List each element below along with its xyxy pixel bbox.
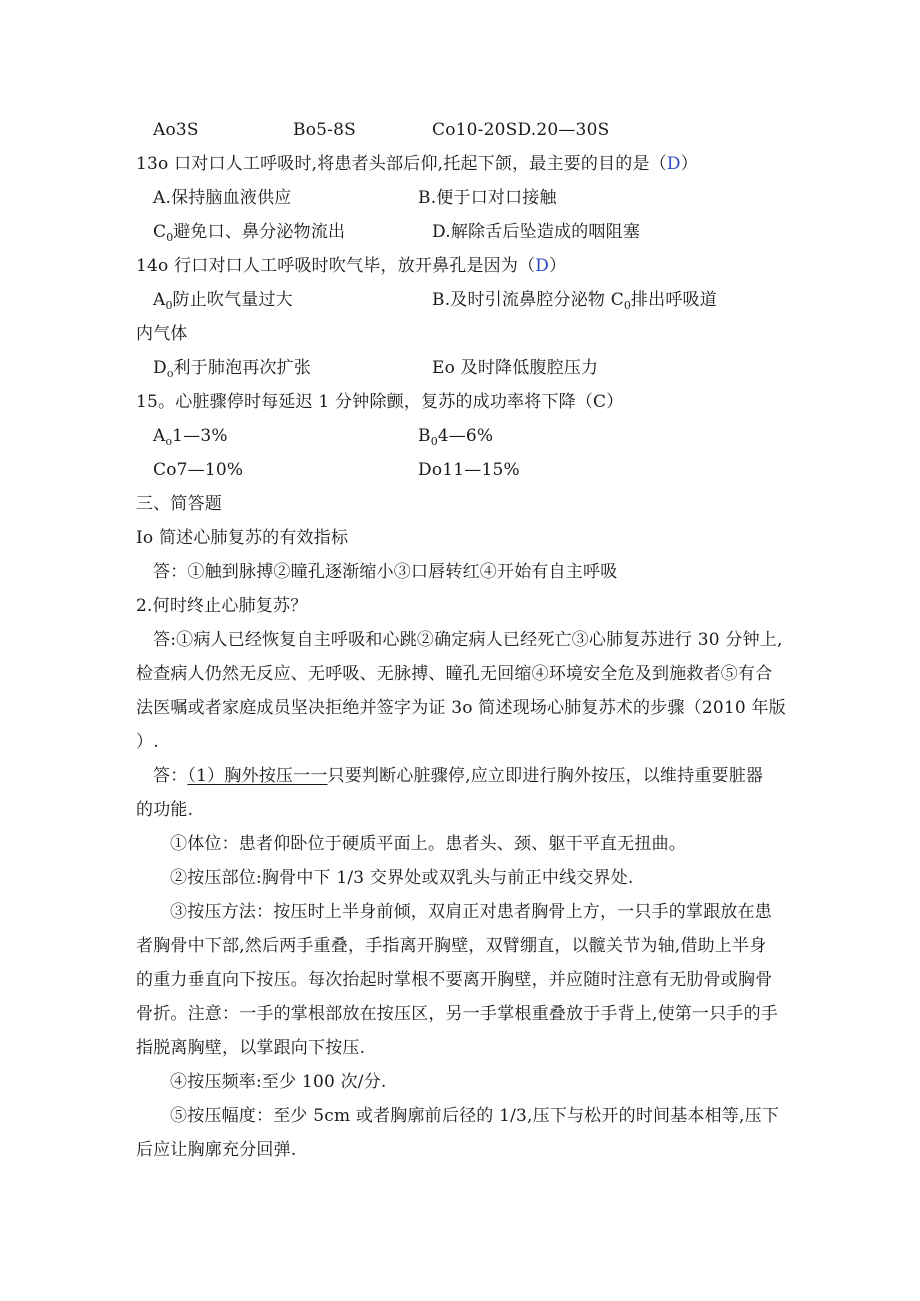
short-answer-1: 答：①触到脉搏②瞳孔逐渐缩小③口唇转红④开始有自主呼吸 [153, 562, 618, 582]
q13-stem-suffix: ） [680, 154, 698, 174]
q12-option-b: Bo5-8S [293, 120, 356, 140]
short-answer-2-line-3: 法医嘱或者家庭成员坚决拒绝并签字为证 3o 简述现场心肺复苏术的步骤（2010 年版 [136, 698, 786, 718]
q15-option-b [418, 424, 493, 454]
short-answer-2-line-1: 答:①病人已经恢复自主呼吸和心跳②确定病人已经死亡③心肺复苏进行 30 分钟上, [153, 630, 783, 650]
q14-stem [136, 254, 566, 278]
q15-option-b-text: 4—6% [437, 426, 494, 446]
q12-option-a: Ao3S [153, 120, 199, 140]
section-heading: 三、简答题 [136, 494, 222, 514]
short-answer-3-line-2: 的功能. [136, 800, 194, 820]
short-answer-3-rest: 只要判断心脏骤停,应立即进行胸外按压，以维持重要脏器 [327, 766, 764, 786]
q15-option-d: Do11—15% [418, 460, 520, 480]
q13-answer: D [666, 154, 681, 174]
q12-option-cd: Co10-20SD.20—30S [432, 120, 610, 140]
q15-option-a-letter: A [153, 426, 166, 446]
step-position: ①体位：患者仰卧位于硬质平面上。患者头、颈、躯干平直无扭曲。 [170, 834, 686, 854]
short-answer-2-line-2: 检查病人仍然无反应、无呼吸、无脉搏、瞳孔无回缩④环境安全危及到施救者⑤有合 [136, 664, 773, 684]
q13-option-c-text: 避免口、鼻分泌物流出 [173, 222, 346, 242]
q15-option-c: Co7—10% [153, 460, 244, 480]
short-answer-2-line-4: ）. [136, 732, 159, 752]
q14-option-e: Eo 及时降低腹腔压力 [432, 358, 599, 378]
q15-option-b-letter: B [418, 426, 431, 446]
q14-option-c-continuation: 内气体 [136, 324, 188, 344]
q13-stem [136, 152, 698, 176]
step-depth-line-1: ⑤按压幅度：至少 5cm 或者胸廓前后径的 1/3,压下与松开的时间基本相等,压下 [170, 1106, 780, 1126]
q14-stem-suffix: ） [549, 256, 567, 276]
step-method-line-1: ③按压方法：按压时上半身前倾，双肩正对患者胸骨上方，一只手的掌跟放在患 [170, 902, 772, 922]
q15-option-b-sub: 0 [430, 435, 438, 448]
q15-option-a-text: 1—3% [172, 426, 228, 446]
q15-option-a [153, 424, 228, 454]
step-method-line-5: 指脱离胸壁，以掌跟向下按压. [136, 1038, 366, 1058]
q14-option-a [153, 288, 293, 318]
q15-option-a-sub: o [165, 435, 173, 448]
q14-option-a-letter: A [153, 290, 166, 310]
step-method-line-2: 者胸骨中下部,然后两手重叠，手指离开胸壁，双臂绷直，以髋关节为轴,借助上半身 [136, 936, 767, 956]
q14-option-bc [432, 288, 717, 318]
q14-option-b-text: B.及时引流鼻腔分泌物 C [432, 290, 624, 310]
short-answer-3-underlined-heading: （1）胸外按压一一 [187, 766, 328, 786]
q13-option-c [153, 220, 345, 250]
short-answer-3-prefix: 答： [153, 766, 188, 786]
step-method-line-3: 的重力垂直向下按压。每次抬起时掌根不要离开胸壁，并应随时注意有无肋骨或胸骨 [136, 970, 773, 990]
q14-stem-prefix: 14o 行口对口人工呼吸时吹气毕，放开鼻孔是因为（ [136, 256, 536, 276]
step-method-line-4: 骨折。注意：一手的掌根部放在按压区，另一手掌根重叠放于手背上,使第一只手的手 [136, 1004, 779, 1024]
q14-option-c-sub: 0 [623, 299, 631, 312]
q15-stem: 15。心脏骤停时每延迟 1 分钟除颤，复苏的成功率将下降（C） [136, 392, 624, 412]
q14-option-d-letter: D [153, 358, 167, 378]
q14-option-d-text: 利于肺泡再次扩张 [173, 358, 312, 378]
q14-option-c-tail: 排出呼吸道 [630, 290, 717, 310]
short-question-2: 2.何时终止心肺复苏？ [136, 596, 308, 616]
q13-stem-prefix: 13o 口对口人工呼吸时,将患者头部后仰,托起下颌，最主要的目的是（ [136, 154, 667, 174]
step-compression-site: ②按压部位:胸骨中下 1/3 交界处或双乳头与前正中线交界处. [170, 868, 634, 888]
q13-option-c-letter: C [153, 222, 167, 242]
step-depth-line-2: 后应让胸廓充分回弹. [136, 1140, 297, 1160]
step-frequency: ④按压频率:至少 100 次/分. [170, 1072, 387, 1092]
q13-option-b: B.便于口对口接触 [418, 188, 557, 208]
q14-answer: D [535, 256, 550, 276]
short-question-1: Io 简述心肺复苏的有效指标 [136, 528, 349, 548]
short-answer-3-line-1 [153, 764, 763, 788]
q13-option-d: D.解除舌后坠造成的咽阻塞 [432, 222, 641, 242]
q13-option-c-sub: 0 [166, 231, 174, 244]
q13-option-a: A.保持脑血液供应 [153, 188, 292, 208]
q14-option-d [153, 356, 311, 386]
q14-option-d-sub: o [166, 367, 174, 380]
q14-option-a-sub: 0 [165, 299, 173, 312]
q14-option-a-text: 防止吹气量过大 [172, 290, 293, 310]
